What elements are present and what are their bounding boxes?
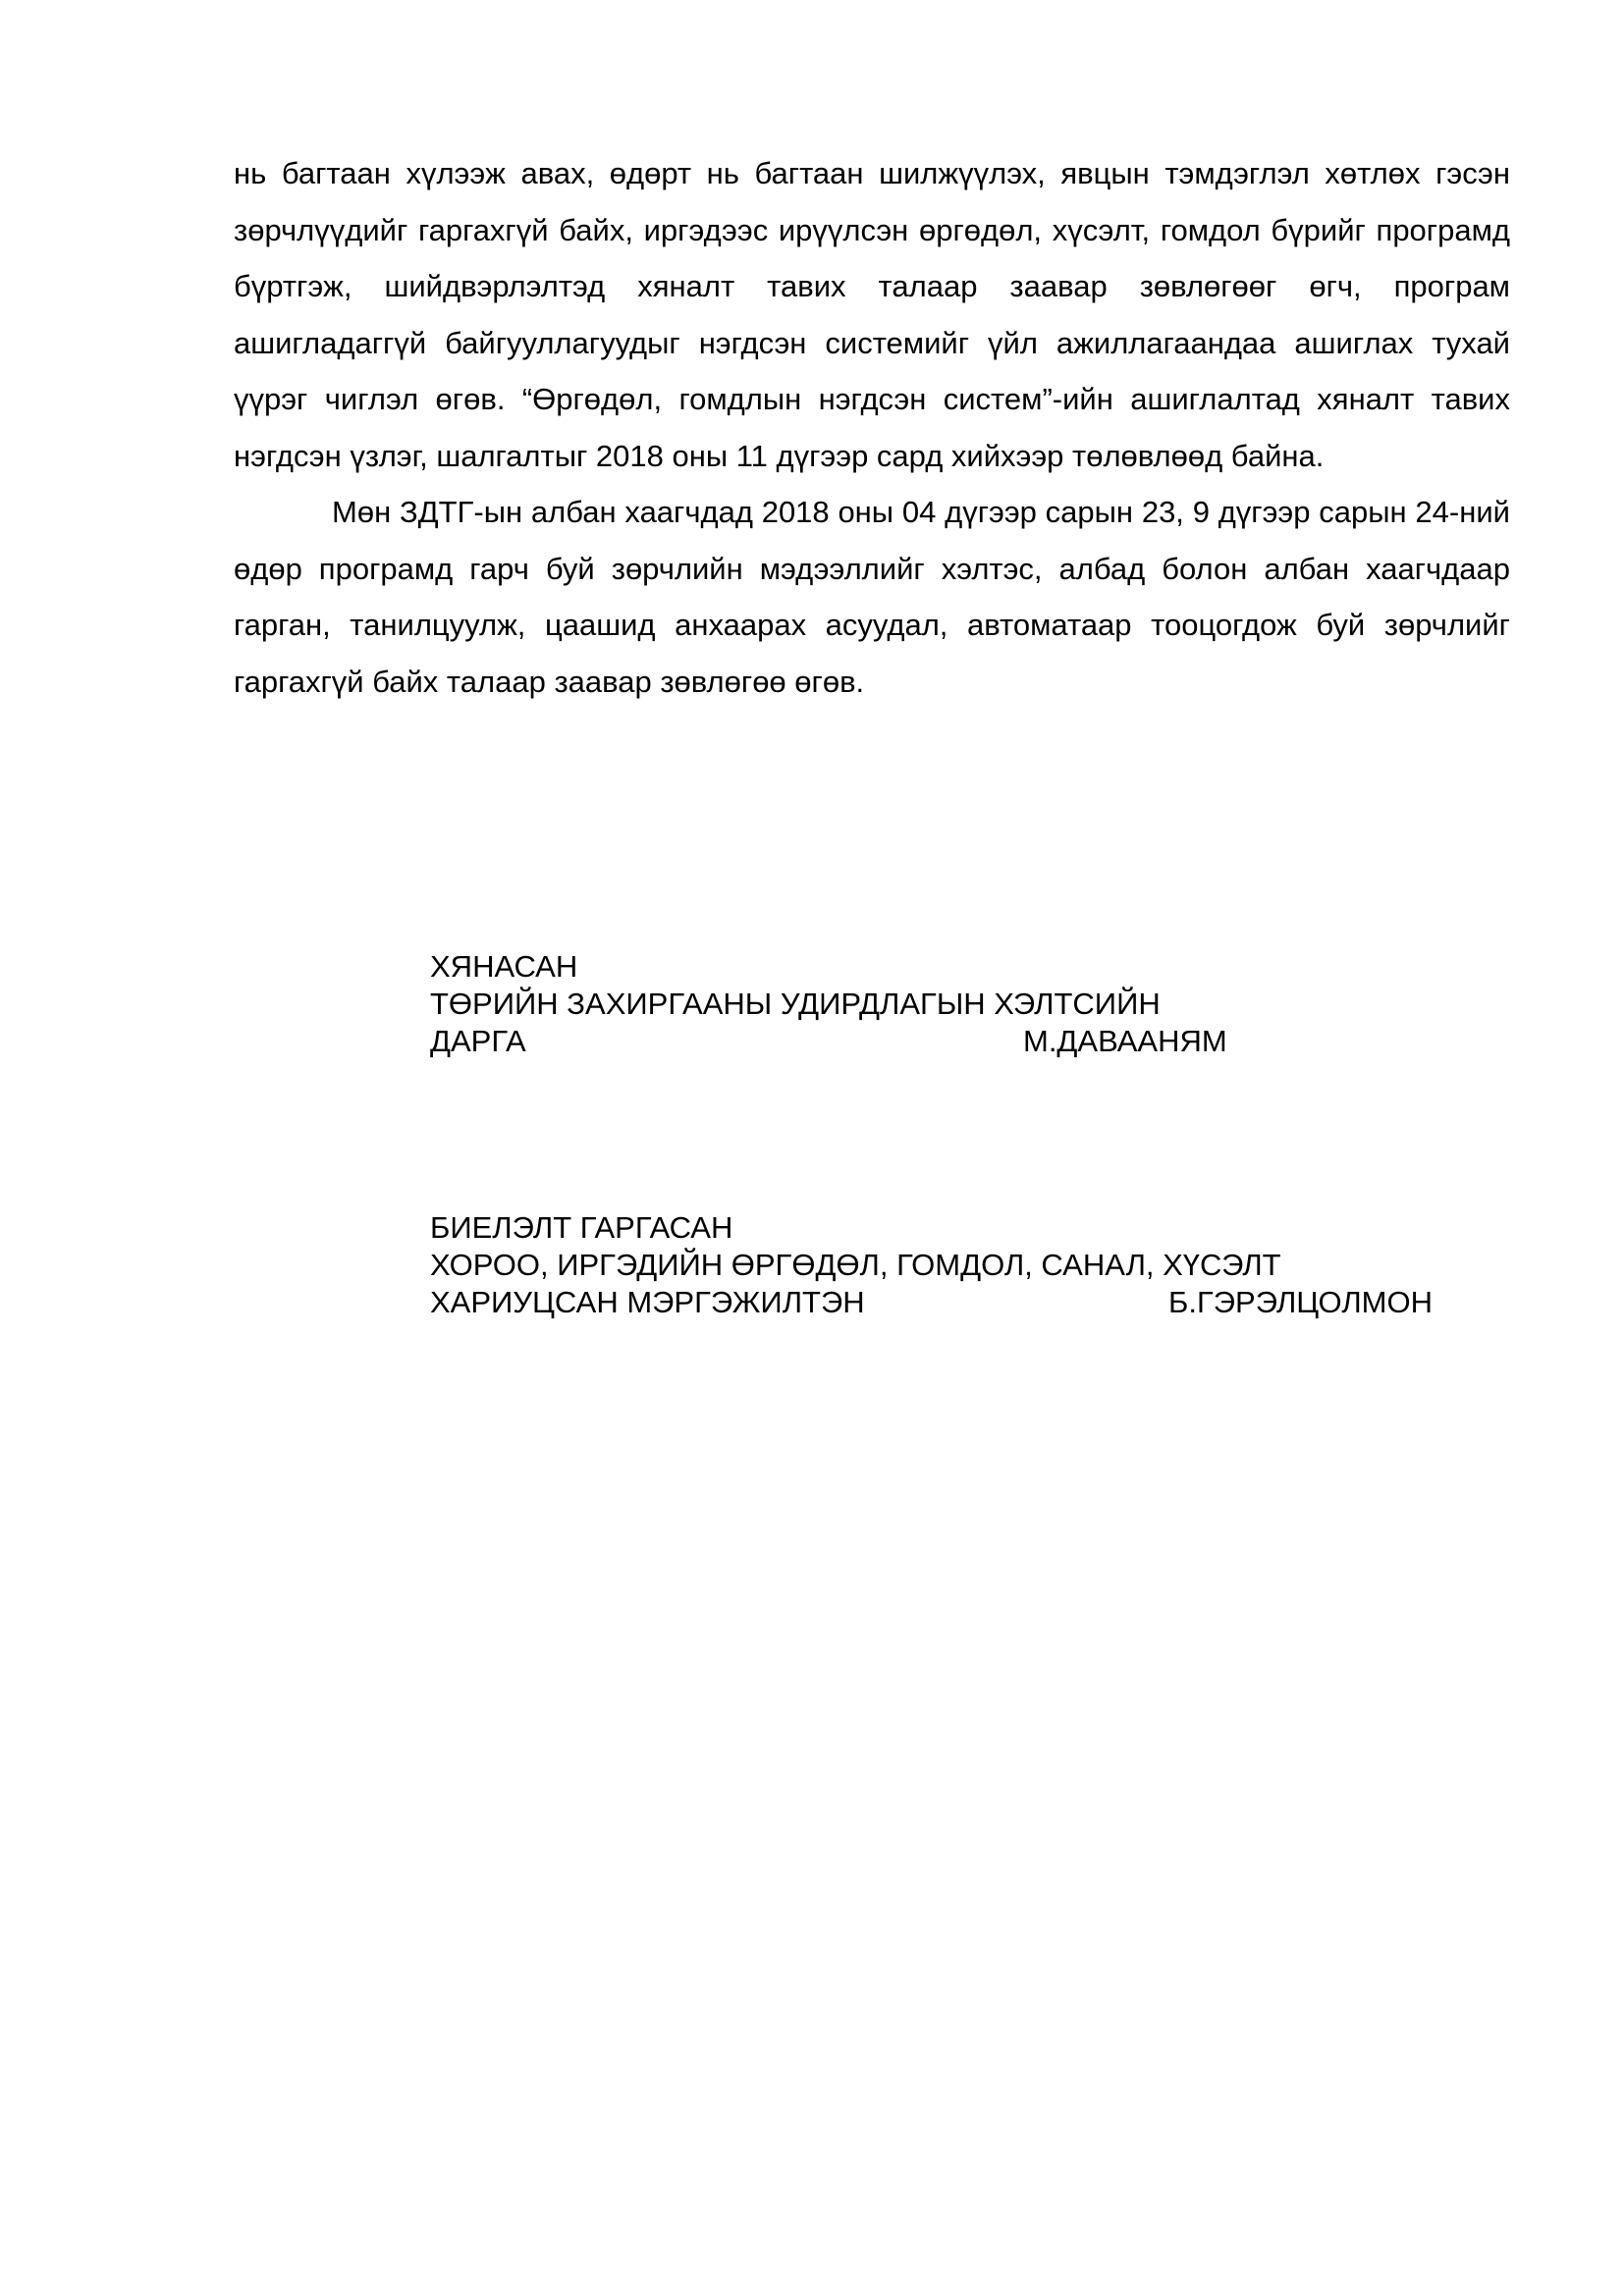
prepared-position: ХОРОО, ИРГЭДИЙН ӨРГӨДӨЛ, ГОМДОЛ, САНАЛ, ХҮСЭЛТ (430, 1248, 1281, 1282)
document-body (234, 145, 1510, 710)
reviewed-name: М.ДАВААНЯМ (1023, 1024, 1227, 1058)
prepared-title: ХАРИУЦСАН МЭРГЭЖИЛТЭН (430, 1285, 865, 1319)
reviewed-title-row (430, 1023, 1227, 1060)
prepared-signature-block (430, 1209, 1433, 1321)
prepared-title-row (430, 1284, 1433, 1321)
paragraph-training: Мөн ЗДТГ-ын албан хаагчдад 2018 оны 04 дүгээр сарын 23, 9 дүгээр сарын 24-ний өдөр програмд гарч буй зөрчлийн мэдээллийг хэлтэс, албад болон албан хаагчдаар гарган, танилцуулж, цаашид анхаарах асуудал, автоматаар тооцогдож буй зөрчлийг гаргахгүй байх талаар заавар зөвлөгөө өгөв. (234, 495, 1510, 699)
reviewed-label: ХЯНАСАН (430, 949, 578, 984)
reviewed-position: ТӨРИЙН ЗАХИРГААНЫ УДИРДЛАГЫН ХЭЛТСИЙН (430, 987, 1161, 1021)
reviewed-title: ДАРГА (430, 1024, 526, 1058)
reviewed-signature-block (430, 948, 1227, 1060)
prepared-label: БИЕЛЭЛТ ГАРГАСАН (430, 1210, 733, 1245)
paragraph-continuation: нь багтаан хүлээж авах, өдөрт нь багтаан шилжүүлэх, явцын тэмдэглэл хөтлөх гэсэн зөрчлүүдийг гаргахгүй байх, иргэдээс ирүүлсэн өргөдөл, хүсэлт, гомдол бүрийг програмд бүртгэж, шийдвэрлэлтэд хяналт тавих талаар заавар зөвлөгөөг өгч, програм ашигладаггүй байгууллагуудыг нэгдсэн системийг үйл ажиллагаандаа ашиглах тухай үүрэг чиглэл өгөв. “Өргөдөл, гомдлын нэгдсэн систем”-ийн ашиглалтад хяналт тавих нэгдсэн үзлэг, шалгалтыг 2018 оны 11 дүгээр сард хийхээр төлөвлөөд байна. (234, 156, 1510, 473)
prepared-name: Б.ГЭРЭЛЦОЛМОН (1168, 1285, 1433, 1319)
